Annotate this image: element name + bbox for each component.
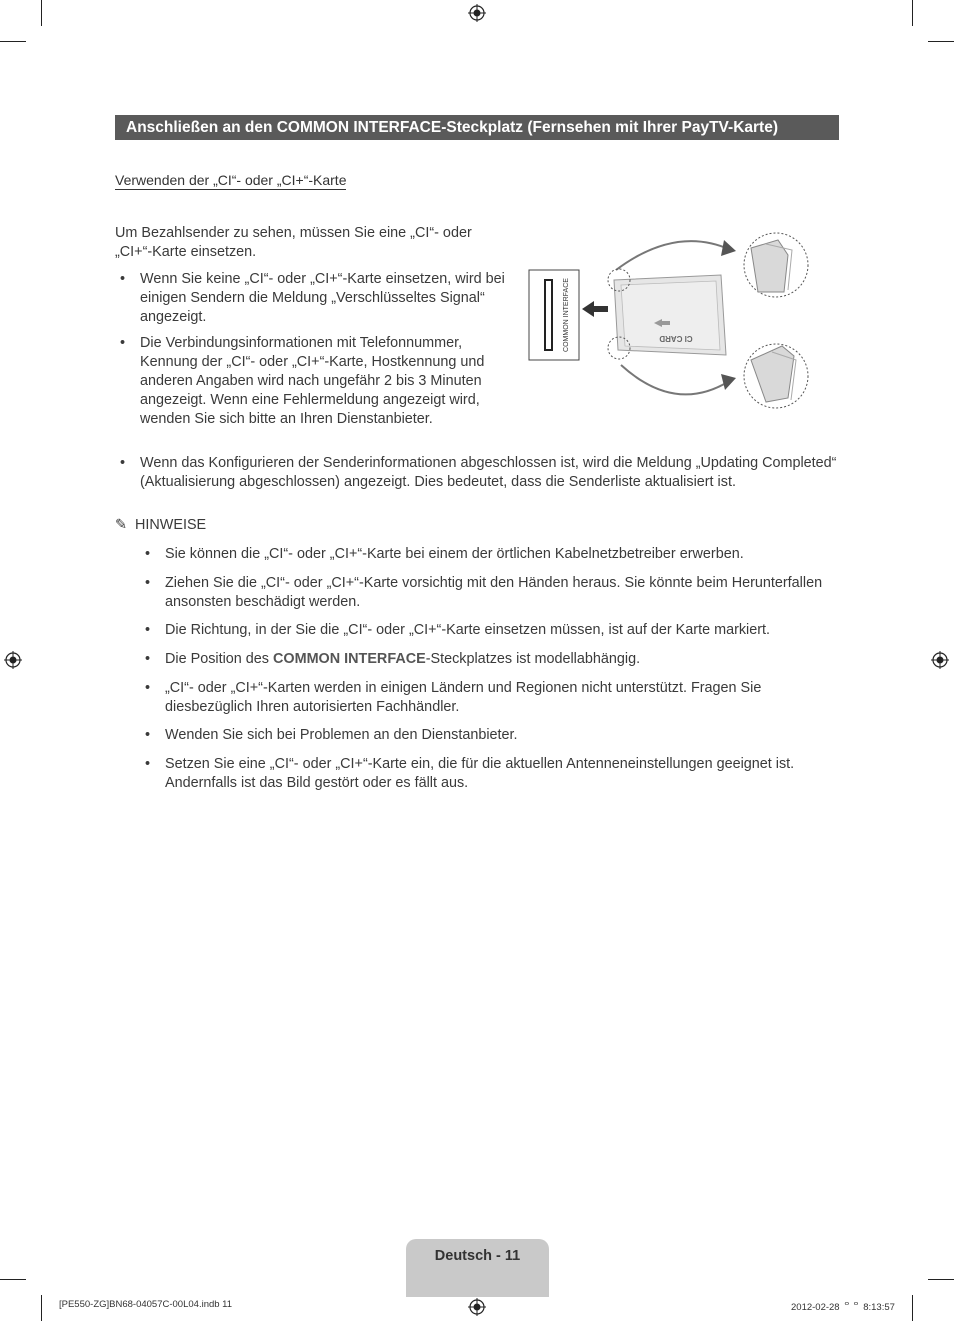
crop-mark: [912, 0, 913, 26]
crop-mark: [41, 1295, 42, 1321]
list-item: • Wenden Sie sich bei Problemen an den Dienstanbieter.: [145, 727, 518, 743]
crop-mark: [912, 1295, 913, 1321]
list-item: • Die Verbindungsinformationen mit Telefonnummer, Kennung der „CI“- oder „CI+“-Karte, Hostkennung und anderen Angaben wird nach ungefähr 2 bis 3 Minuten angezeigt. Wenn eine Fehlermeldung angezeigt wird, wenden Sie sich bitte an Ihren Dienstanbieter.: [120, 335, 485, 427]
slot-label: COMMON INTERFACE: [563, 278, 570, 352]
list-item: • Sie können die „CI“- oder „CI+“-Karte bei einem der örtlichen Kabelnetzbetreiber erwerben.: [145, 546, 744, 562]
crop-mark: [928, 41, 954, 42]
registration-mark-icon: [4, 651, 22, 669]
crop-mark: [928, 1279, 954, 1280]
file-info: [PE550-ZG]BN68-04057C-00L04.indb 11: [59, 1299, 233, 1310]
print-timestamp: 2012-02-28 ᄋᄋ 8:13:57: [791, 1302, 895, 1313]
section-header: Anschließen an den COMMON INTERFACE-Steckplatz (Fernsehen mit Ihrer PayTV-Karte): [115, 115, 839, 140]
crop-mark: [41, 0, 42, 26]
intro-paragraph: Um Bezahlsender zu sehen, müssen Sie eine „CI“- oder „CI+“-Karte einsetzen.: [115, 225, 472, 260]
registration-mark-icon: [931, 651, 949, 669]
ci-card-diagram: [526, 230, 816, 410]
crop-mark: [0, 1279, 26, 1280]
crop-mark: [0, 41, 26, 42]
card-label: CI CARD: [659, 334, 693, 343]
pencil-icon: ✎: [115, 517, 128, 533]
list-item: • Die Richtung, in der Sie die „CI“- oder „CI+“-Karte einsetzen müssen, ist auf der Karte markiert.: [145, 622, 771, 638]
registration-mark-icon: [468, 1298, 486, 1316]
registration-mark-icon: [468, 4, 486, 22]
list-item: • Wenn das Konfigurieren der Senderinformationen abgeschlossen ist, wird die Meldung „Updating Completed“ (Aktualisierung abgeschlossen) angezeigt. Dies bedeutet, dass die Senderliste aktualisiert ist.: [120, 455, 837, 490]
list-item: • Setzen Sie eine „CI“- oder „CI+“-Karte ein, die für die aktuellen Antenneneinstellungen geeignet ist. Andernfalls ist das Bild gestört oder es fällt aus.: [145, 756, 795, 791]
notes-heading: ✎ HINWEISE: [115, 517, 207, 533]
list-item: • „CI“- oder „CI+“-Karten werden in einigen Ländern und Regionen nicht unterstützt. Fragen Sie diesbezüglich Ihren autorisierten Fachhändler.: [145, 680, 762, 715]
subheading: Verwenden der „CI“- oder „CI+“-Karte: [115, 172, 347, 188]
list-item: • Wenn Sie keine „CI“- oder „CI+“-Karte einsetzen, wird bei einigen Sendern die Meldung „Verschlüsseltes Signal“ angezeigt.: [120, 271, 505, 325]
page-number-tab: Deutsch - 11: [406, 1239, 549, 1297]
list-item: • Die Position des COMMON INTERFACE-Steckplatzes ist modellabhängig.: [145, 651, 641, 667]
ci-card-illustration: [526, 230, 816, 410]
list-item: • Ziehen Sie die „CI“- oder „CI+“-Karte vorsichtig mit den Händen heraus. Sie könnte beim Herunterfallen ansonsten beschädigt werden.: [145, 575, 823, 610]
